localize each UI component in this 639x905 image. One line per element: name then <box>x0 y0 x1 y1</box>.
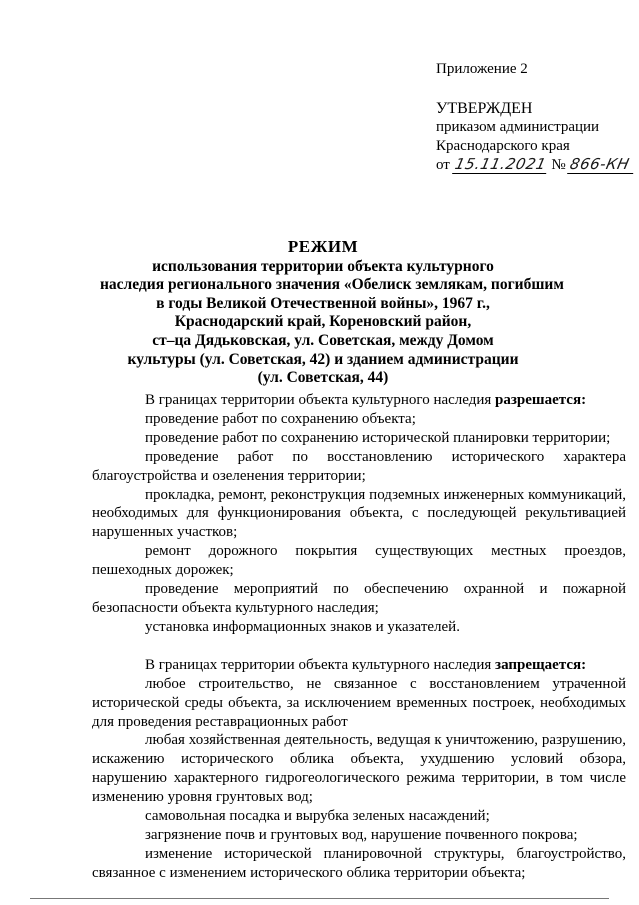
forbidden-item: любое строительство, не связанное с восстановлением утраченной исторической среды объекта, за исключением временных построек, необходимых для проведения реставрационных работ <box>92 675 626 730</box>
allowed-item: установка информационных знаков и указателей. <box>145 618 460 635</box>
allowed-intro <box>92 391 626 410</box>
title-line: культуры (ул. Советская, 42) и зданием администрации <box>127 350 519 368</box>
allowed-item: ремонт дорожного покрытия существующих местных проездов, пешеходных дорожек; <box>92 543 626 579</box>
approval-date-row <box>436 156 636 175</box>
title-line: в годы Великой Отечественной войны», 1967 г., <box>156 294 490 312</box>
approval-block <box>436 60 636 175</box>
allowed-item: проведение мероприятий по обеспечению охранной и пожарной безопасности объекта культурного наследия; <box>92 581 626 616</box>
title-line: (ул. Советская, 44) <box>257 369 389 387</box>
appendix-label: Приложение 2 <box>436 61 528 77</box>
title-line: Краснодарский край, Кореновский район, <box>174 313 472 331</box>
document-body <box>92 391 626 883</box>
page-bottom-rule <box>30 898 609 899</box>
forbidden-intro-bold: запрещается: <box>495 656 587 673</box>
title-line: наследия регионального значения «Обелиск землякам, погибшим <box>100 276 564 294</box>
number-prefix: № <box>551 157 566 173</box>
forbidden-intro-text: В границах территории объекта культурного наследия <box>145 656 492 673</box>
forbidden-item: загрязнение почв и грунтовых вод, нарушение почвенного покрова; <box>145 826 578 843</box>
forbidden-item: любая хозяйственная деятельность, ведущая к уничтожению, разрушению, искажению исторического облика объекта, ухудшению условий обзора, нарушению характерного гидрогеологического режима территории, в том числе изменению уровня грунтовых вод; <box>92 732 626 806</box>
document-title-block <box>100 237 564 388</box>
allowed-intro-bold: разрешается: <box>495 392 587 408</box>
approved-heading: УТВЕРЖДЕН <box>436 100 533 117</box>
forbidden-item: самовольная посадка и вырубка зеленых насаждений; <box>145 808 490 825</box>
allowed-item: проведение работ по сохранению объекта; <box>145 410 416 427</box>
allowed-intro-text: В границах территории объекта культурного наследия <box>145 392 492 408</box>
handwritten-date: 15.11.2021 <box>452 155 548 173</box>
date-prefix: от <box>436 157 450 173</box>
allowed-item: прокладка, ремонт, реконструкция подземных инженерных коммуникаций, необходимых для функционирования объекта, с последующей рекультивацией нарушенных участков; <box>92 486 626 541</box>
allowed-item: проведение работ по сохранению исторической планировки территории; <box>145 429 611 446</box>
handwritten-number: 866-КН <box>568 156 638 174</box>
title-line: использования территории объекта культурного <box>152 257 494 275</box>
approval-line-region: Краснодарского края <box>436 138 570 154</box>
document-title: РЕЖИМ <box>287 237 359 256</box>
title-line: ст–ца Дядьковская, ул. Советская, между Домом <box>152 331 494 349</box>
forbidden-item: изменение исторической планировочной структуры, благоустройство, связанное с изменением исторического облика территории объекта; <box>92 845 626 881</box>
approval-line-order: приказом администрации <box>436 119 600 135</box>
allowed-item: проведение работ по восстановлению исторического характера благоустройства и озеленения территории; <box>92 448 626 484</box>
forbidden-intro <box>92 656 626 675</box>
